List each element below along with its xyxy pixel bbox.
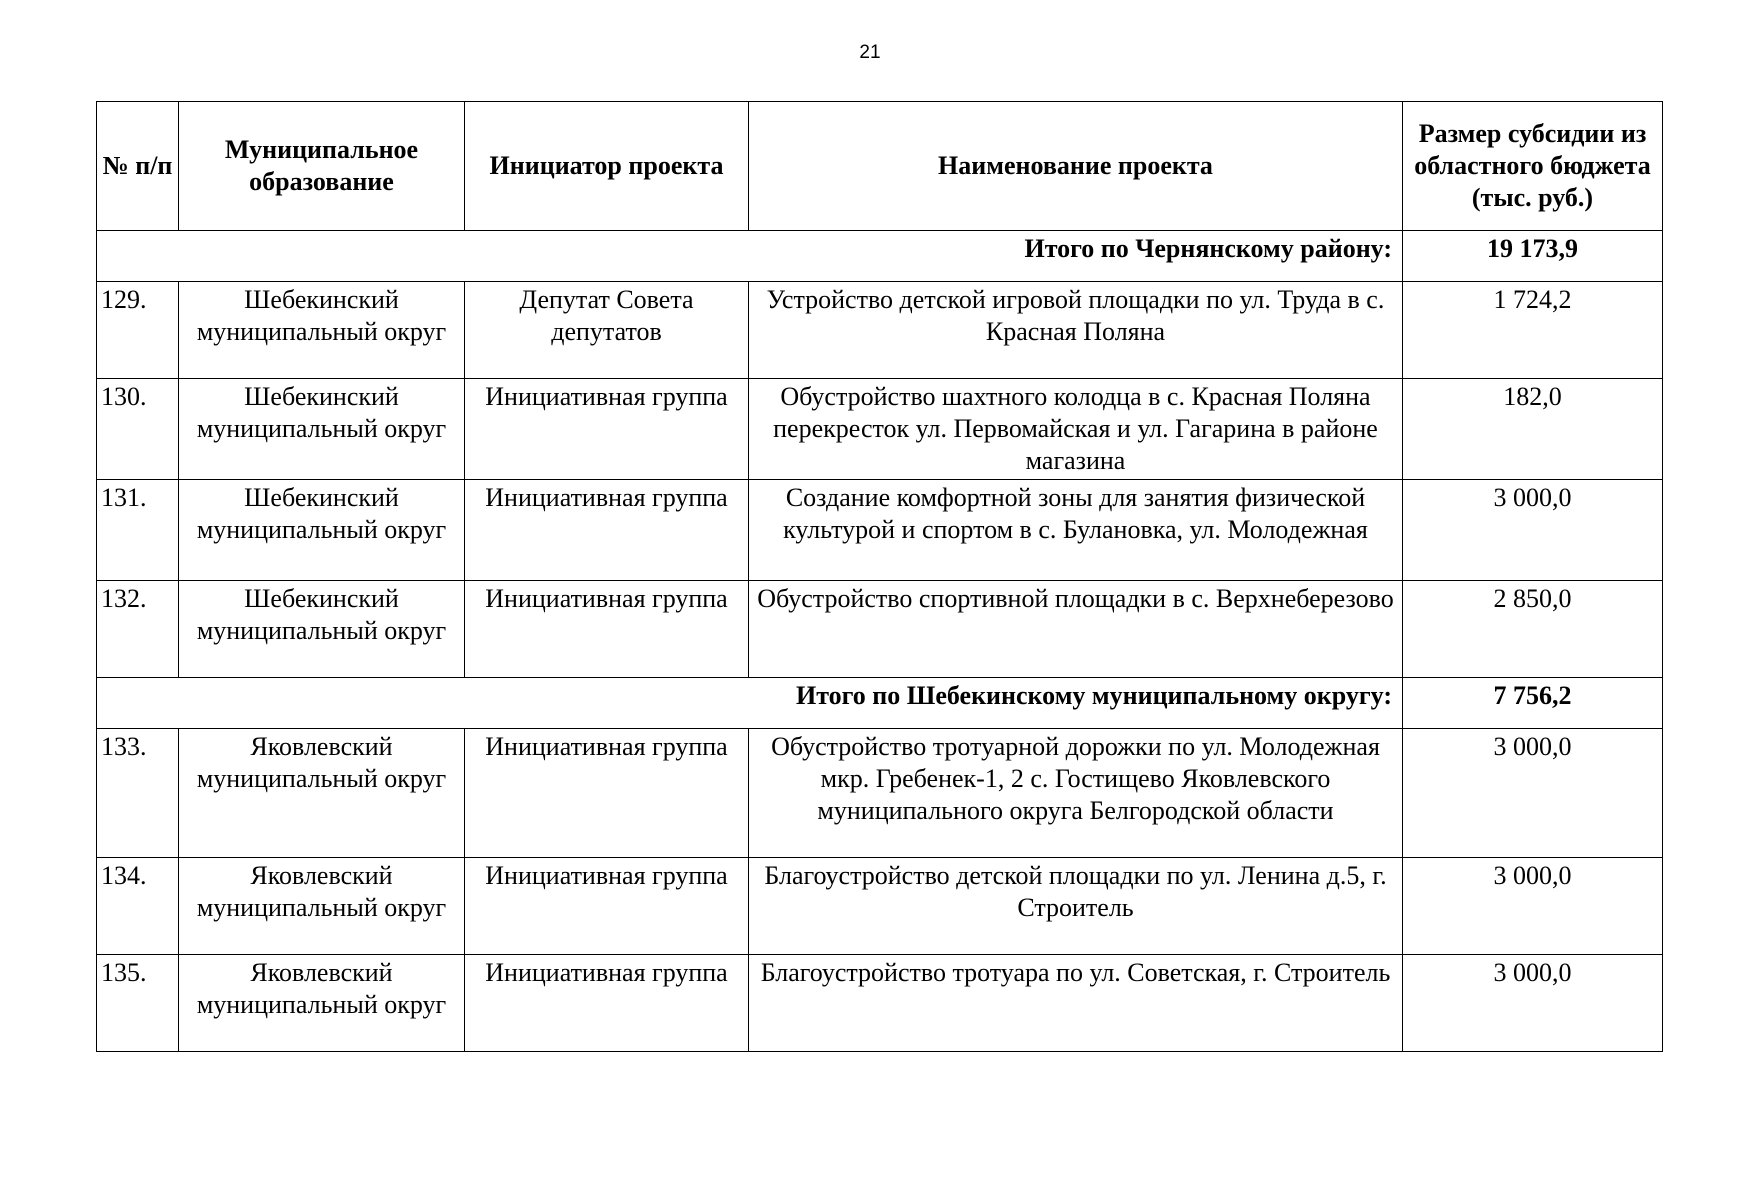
row-municipality: Яковлевский муниципальный округ (179, 858, 465, 955)
row-project: Обустройство спортивной площадки в с. Верхнеберезово (749, 581, 1403, 678)
table-body (97, 231, 1663, 1052)
row-municipality: Шебекинский муниципальный округ (179, 581, 465, 678)
header-row (97, 102, 1663, 231)
page-number: 21 (859, 42, 881, 63)
total-amount: 7 756,2 (1403, 678, 1663, 729)
row-amount: 3 000,0 (1403, 858, 1663, 955)
row-project: Устройство детской игровой площадки по ул. Труда в с. Красная Поляна (749, 282, 1403, 379)
table-row (97, 729, 1663, 858)
row-initiator: Инициативная группа (465, 955, 749, 1052)
subsidy-table (96, 101, 1663, 1052)
row-amount: 3 000,0 (1403, 480, 1663, 581)
table-row (97, 581, 1663, 678)
row-num: 135. (97, 955, 179, 1052)
row-amount: 3 000,0 (1403, 955, 1663, 1052)
row-num: 129. (97, 282, 179, 379)
row-num: 134. (97, 858, 179, 955)
row-initiator: Депутат Совета депутатов (465, 282, 749, 379)
total-label: Итого по Шебекинскому муниципальному округу: (97, 678, 1403, 729)
row-initiator: Инициативная группа (465, 379, 749, 480)
header-municipality: Муниципальное образование (179, 102, 465, 231)
table-row (97, 282, 1663, 379)
header-project: Наименование проекта (749, 102, 1403, 231)
row-project: Обустройство шахтного колодца в с. Красная Поляна перекресток ул. Первомайская и ул. Гагарина в районе магазина (749, 379, 1403, 480)
row-municipality: Шебекинский муниципальный округ (179, 480, 465, 581)
row-num: 131. (97, 480, 179, 581)
row-municipality: Шебекинский муниципальный округ (179, 282, 465, 379)
table-header (97, 102, 1663, 231)
row-num: 133. (97, 729, 179, 858)
row-amount: 2 850,0 (1403, 581, 1663, 678)
row-num: 130. (97, 379, 179, 480)
total-row-shebekino (97, 678, 1663, 729)
row-project: Благоустройство детской площадки по ул. Ленина д.5, г. Строитель (749, 858, 1403, 955)
row-initiator: Инициативная группа (465, 858, 749, 955)
table-row (97, 858, 1663, 955)
row-project: Обустройство тротуарной дорожки по ул. Молодежная мкр. Гребенек-1, 2 с. Гостищево Яковлевского муниципального округа Белгородской области (749, 729, 1403, 858)
row-municipality: Яковлевский муниципальный округ (179, 955, 465, 1052)
row-municipality: Шебекинский муниципальный округ (179, 379, 465, 480)
row-amount: 182,0 (1403, 379, 1663, 480)
total-label: Итого по Чернянскому району: (97, 231, 1403, 282)
row-num: 132. (97, 581, 179, 678)
row-initiator: Инициативная группа (465, 480, 749, 581)
total-amount: 19 173,9 (1403, 231, 1663, 282)
header-num: № п/п (97, 102, 179, 231)
row-project: Благоустройство тротуара по ул. Советская, г. Строитель (749, 955, 1403, 1052)
row-project: Создание комфортной зоны для занятия физической культурой и спортом в с. Булановка, ул. Молодежная (749, 480, 1403, 581)
total-row-chernyanskiy (97, 231, 1663, 282)
table-row (97, 955, 1663, 1052)
table-row (97, 379, 1663, 480)
row-municipality: Яковлевский муниципальный округ (179, 729, 465, 858)
row-amount: 3 000,0 (1403, 729, 1663, 858)
header-amount: Размер субсидии из областного бюджета (тыс. руб.) (1403, 102, 1663, 231)
row-initiator: Инициативная группа (465, 729, 749, 858)
table-row (97, 480, 1663, 581)
header-initiator: Инициатор проекта (465, 102, 749, 231)
row-initiator: Инициативная группа (465, 581, 749, 678)
row-amount: 1 724,2 (1403, 282, 1663, 379)
